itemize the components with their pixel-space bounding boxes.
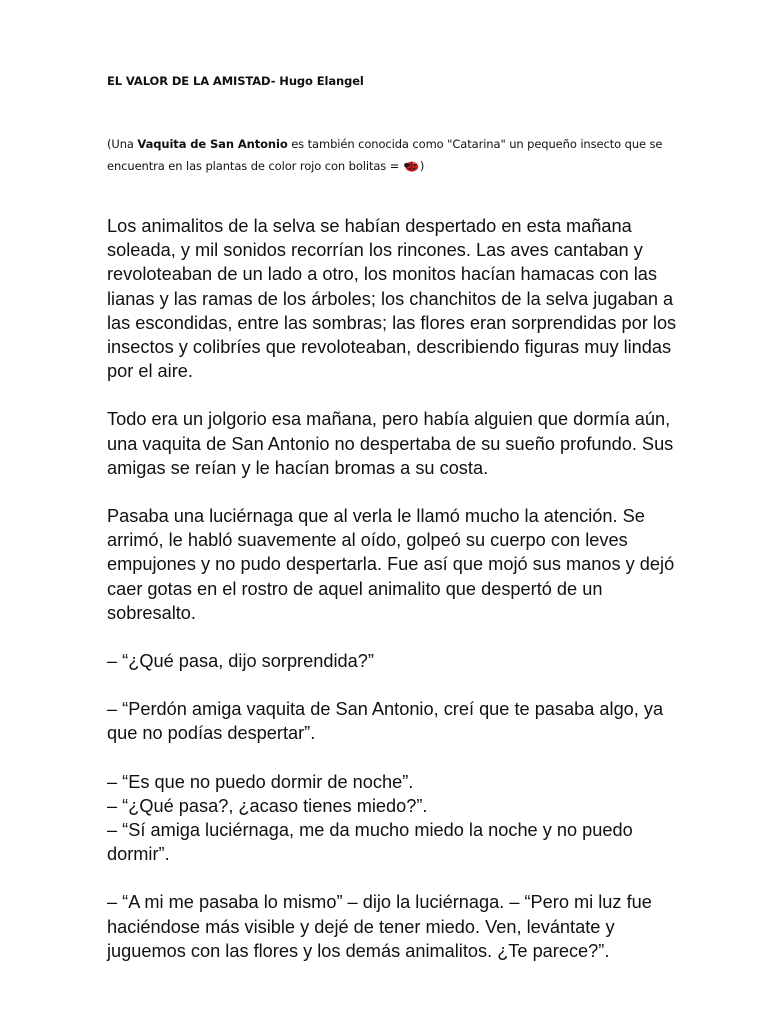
paragraph-6 (107, 770, 687, 867)
text-line: que no podías despertar”. (107, 723, 316, 744)
ladybug-icon (404, 160, 419, 172)
intro-note (107, 133, 667, 177)
text-line: juguemos con las flores y los demás animalitos. ¿Te parece?”. (107, 940, 610, 961)
text-line: arrimó, le habló suavemente al oído, golpeó su cuerpo con leves (107, 530, 628, 551)
text-line: haciéndose más visible y dejé de tener miedo. Ven, levántate y (107, 916, 615, 937)
text-line: – “¿Qué pasa, dijo sorprendida?” (107, 651, 374, 672)
text-line: – “Es que no puedo dormir de noche”. (107, 771, 414, 792)
text-line: una vaquita de San Antonio no despertaba de su sueño profundo. Sus (107, 433, 674, 454)
text-line: revoloteaban de un lado a otro, los monitos hacían hamacas con las (107, 264, 658, 285)
text-line: – “A mi me pasaba lo mismo” – dijo la luciérnaga. – “Pero mi luz fue (107, 892, 652, 913)
text-line: por el aire. (107, 361, 193, 382)
note-bold-term: Vaquita de San Antonio (137, 137, 288, 151)
text-line: lianas y las ramas de los árboles; los chanchitos de la selva jugaban a (107, 288, 674, 309)
document-title: EL VALOR DE LA AMISTAD- Hugo Elangel (107, 74, 364, 88)
text-line: – “Perdón amiga vaquita de San Antonio, creí que te pasaba algo, ya (107, 699, 664, 720)
text-line: las escondidas, entre las sombras; las flores eran sorprendidas por los (107, 312, 677, 333)
intro-note-line-1 (107, 133, 667, 155)
note-rest: es también conocida como "Catarina" un pequeño insecto que se (287, 137, 663, 151)
paragraph-7 (107, 890, 687, 963)
text-line: empujones y no pudo despertarla. Fue así que mojó sus manos y dejó (107, 554, 675, 575)
paragraph-3 (107, 504, 687, 625)
text-line: soleada, y mil sonidos recorrían los rincones. Las aves cantaban y (107, 240, 643, 261)
text-line: Los animalitos de la selva se habían despertado en esta mañana (107, 216, 632, 236)
paragraph-5 (107, 697, 687, 745)
intro-note-line-2 (107, 155, 667, 177)
text-line: sobresalto. (107, 602, 196, 623)
text-line: insectos y colibríes que revoloteaban, describiendo figuras muy lindas (107, 337, 672, 358)
text-line: dormir”. (107, 844, 170, 865)
text-line: – “Sí amiga luciérnaga, me da mucho miedo la noche y no puedo (107, 820, 633, 841)
paragraph-2 (107, 407, 687, 480)
text-line: – “¿Qué pasa?, ¿acaso tienes miedo?”. (107, 795, 428, 816)
note-prefix: (Una (107, 137, 138, 151)
text-line: caer gotas en el rostro de aquel animalito que despertó de un (107, 578, 603, 599)
note-close: ) (419, 159, 425, 173)
paragraph-1 (107, 214, 687, 383)
note-line-2: encuentra en las plantas de color rojo con bolitas = (107, 159, 403, 173)
story-body (107, 214, 687, 963)
text-line: Todo era un jolgorio esa mañana, pero había alguien que dormía aún, (107, 409, 671, 430)
paragraph-4 (107, 649, 687, 673)
text-line: amigas se reían y le hacían bromas a su costa. (107, 457, 489, 478)
text-line: Pasaba una luciérnaga que al verla le llamó mucho la atención. Se (107, 506, 645, 527)
